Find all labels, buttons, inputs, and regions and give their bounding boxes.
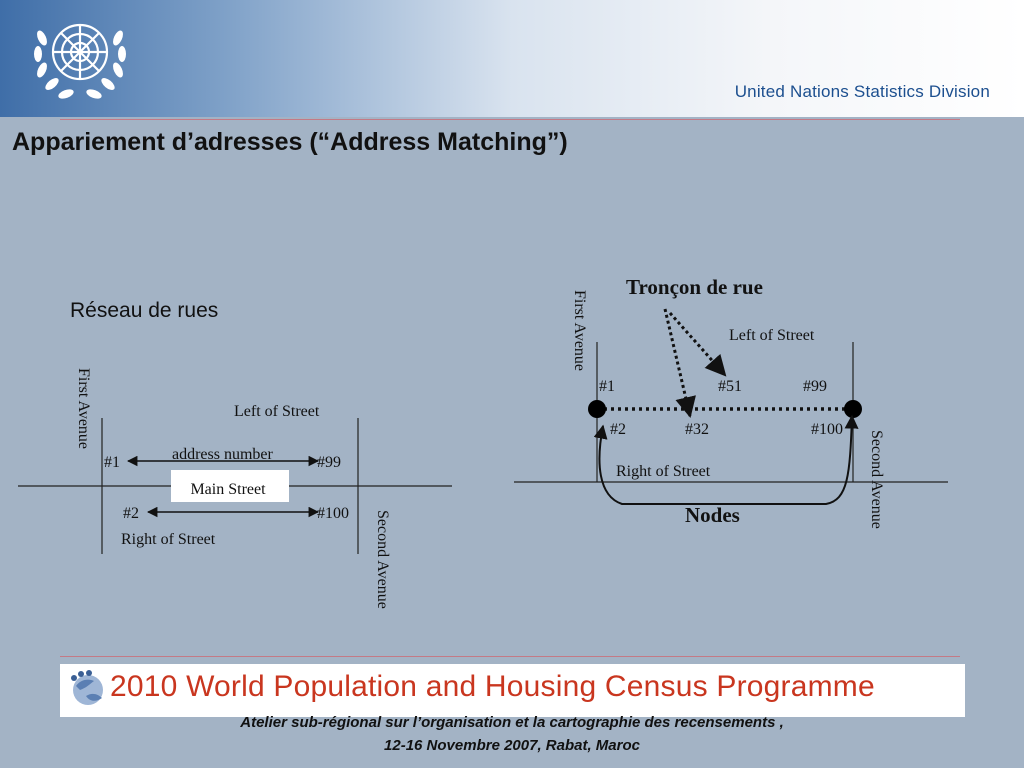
right-number-51: #51 bbox=[718, 378, 742, 395]
left-left-of-street-label: Left of Street bbox=[234, 403, 320, 420]
left-street-network bbox=[18, 368, 452, 609]
right-first-avenue-label: First Avenue bbox=[571, 290, 588, 372]
right-number-32: #32 bbox=[685, 421, 709, 438]
footer-divider bbox=[60, 656, 960, 657]
division-name: United Nations Statistics Division bbox=[734, 82, 990, 101]
census-programme-title: 2010 World Population and Housing Census Programme bbox=[110, 670, 875, 703]
right-number-1: #1 bbox=[599, 378, 615, 395]
right-street-segment bbox=[514, 275, 948, 529]
right-left-of-street-label: Left of Street bbox=[729, 327, 815, 344]
left-second-avenue-label: Second Avenue bbox=[374, 510, 391, 609]
pointer-to-51 bbox=[670, 313, 725, 375]
nodes-label: Nodes bbox=[685, 503, 740, 527]
start-node bbox=[588, 400, 606, 418]
right-number-99: #99 bbox=[803, 378, 827, 395]
left-number-1: #1 bbox=[104, 454, 120, 471]
workshop-date-line: 12-16 Novembre 2007, Rabat, Maroc bbox=[384, 737, 640, 754]
pointer-to-32 bbox=[665, 309, 690, 416]
left-number-100: #100 bbox=[317, 505, 349, 522]
left-right-of-street-label: Right of Street bbox=[121, 531, 216, 548]
section-label: Réseau de rues bbox=[70, 299, 219, 322]
main-street-label: Main Street bbox=[190, 481, 266, 498]
workshop-line: Atelier sub-régional sur l’organisation et la cartographie des recensements , bbox=[240, 714, 784, 731]
right-second-avenue-label: Second Avenue bbox=[868, 430, 885, 529]
left-number-2: #2 bbox=[123, 505, 139, 522]
globe-people-icon bbox=[66, 668, 110, 708]
segment-label: Tronçon de rue bbox=[626, 275, 763, 299]
end-node bbox=[844, 400, 862, 418]
left-first-avenue-label: First Avenue bbox=[75, 368, 92, 450]
right-number-2: #2 bbox=[610, 421, 626, 438]
right-right-of-street-label: Right of Street bbox=[616, 463, 711, 480]
slide-title: Appariement d’adresses (“Address Matching”) bbox=[12, 128, 568, 156]
census-programme-banner bbox=[60, 664, 965, 717]
left-number-99: #99 bbox=[317, 454, 341, 471]
right-number-100: #100 bbox=[811, 421, 843, 438]
address-number-label: address number bbox=[172, 446, 273, 463]
